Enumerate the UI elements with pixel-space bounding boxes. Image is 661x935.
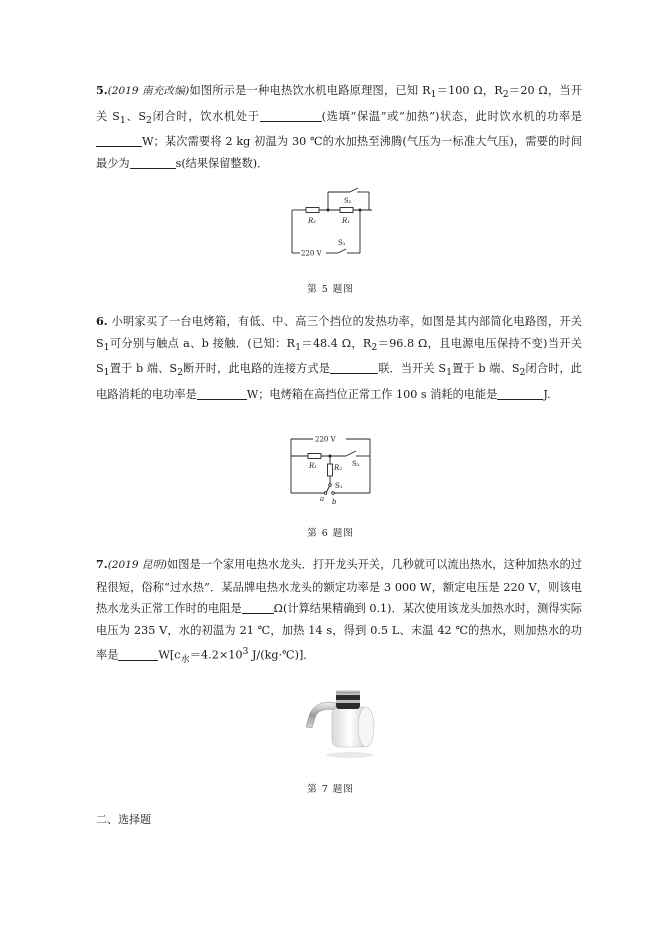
circuit-diagram-6	[286, 431, 376, 511]
figure-caption-6: 第 6 题图	[307, 528, 354, 539]
label-s2: S₂	[344, 197, 352, 205]
label-r1: R₁	[309, 462, 318, 470]
label-r2: R₂	[308, 217, 317, 225]
section-heading: 二、选择题	[96, 813, 151, 826]
label-r2: R₂	[334, 464, 343, 472]
label-a: a	[320, 495, 325, 503]
answer-blank	[330, 360, 378, 374]
answer-blank	[118, 647, 158, 661]
question-number: 5.	[96, 83, 108, 97]
answer-blank	[197, 386, 247, 400]
faucet-illustration	[296, 683, 380, 765]
circuit-diagram-5	[286, 183, 376, 263]
figure-caption-7: 第 7 题图	[307, 784, 354, 795]
question-5: 5.(2019 南充改编)如图所示是一种电热饮水机电路原理图，已知 $R_1=100$ Ω，$R_2=20$ Ω，当开关 $S_1$、$S_2$闭合时，饮水机处于 (选填“保温”或“加热”)状态，此时饮水机的功率是W；某次需要将 2 kg 初温为 30 ℃的水加热至沸腾(气压为一标准大气压)，需要的时间最少为 s(结果保留整数)．	[96, 83, 583, 170]
label-voltage: 220 V	[301, 249, 322, 258]
question-source: (2019 昆明)	[107, 559, 168, 571]
question-source: (2019 南充改编)	[107, 85, 190, 97]
figure-caption-5: 第 5 题图	[307, 284, 354, 295]
answer-blank	[242, 600, 274, 614]
answer-blank	[497, 386, 543, 400]
label-b: b	[332, 498, 337, 506]
question-7: 7.(2019 昆明)如图是一个家用电热水龙头．打开龙头开关，几秒就可以流出热水，这种加热水的过程很短，俗称“过水热”．某品牌电热水龙头的额定功率是 3 000 W，额定电压是 220 V，则该电热水龙头正常工作时的电阻是 Ω(计算结果精确到 0.1)．某次使用该龙头加热水时，测得实际电压为 235 V，水的初温为 21 ℃，加热 14 s，得到 0.5 L、末温 42 ℃的热水，则加热水的功率是 $W[c_水=4.2\times 10^3$ J/(kg·℃)]．	[96, 557, 582, 665]
label-voltage: 220 V	[315, 435, 336, 444]
label-s1: S₁	[338, 239, 346, 247]
question-number: 7.	[96, 557, 108, 571]
label-r1: R₁	[342, 217, 351, 225]
label-s1: S₁	[335, 482, 343, 490]
question-number: 6.	[96, 314, 108, 328]
answer-blank	[260, 108, 322, 122]
label-s2: S₂	[352, 460, 360, 468]
answer-blank	[130, 155, 176, 169]
question-6: 6. 小明家买了一台电烤箱，有低、中、高三个挡位的发热功率，如图是其内部简化电路图，开关 $S_1$可分别与触点 a、b 接触．(已知：$R_1=48.4$ Ω，$R_2=96.8$ Ω，且电源电压保持不变)当开关 $S_1$置于 b 端、$S_2$断开时，此电路的连接方式是 联．当开关 $S_1$置于 b 端、$S_2$闭合时，此电路消耗的电功率是 W；电烤箱在高挡位正常工作 100 s 消耗的电能是 J.	[96, 314, 583, 401]
answer-blank	[96, 133, 142, 147]
